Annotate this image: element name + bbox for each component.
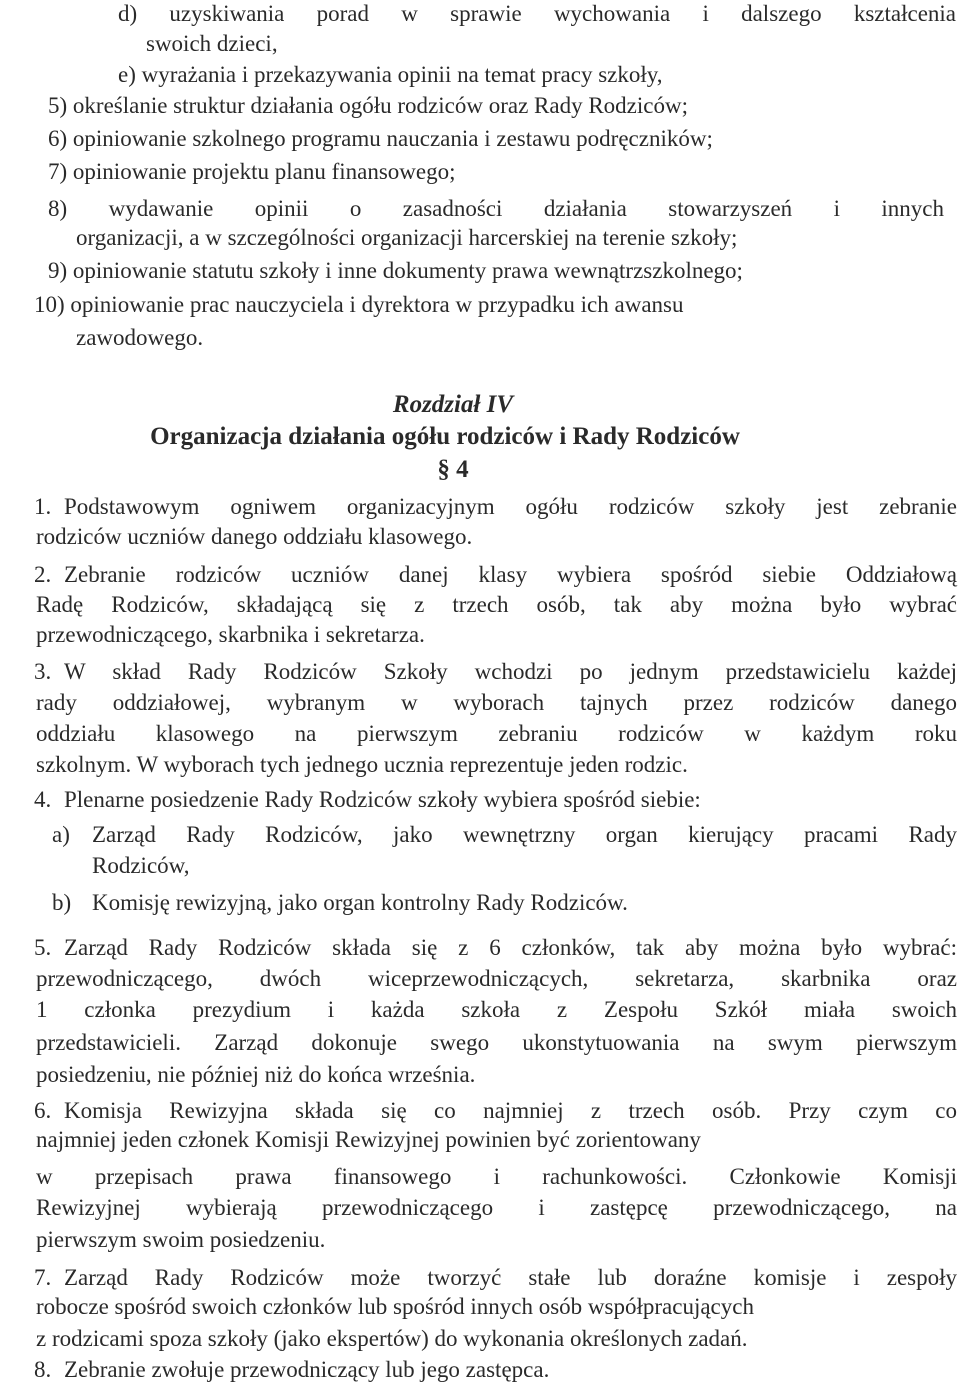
item-7-line-1: Zarząd Rady Rodziców może tworzyć stałe lub doraźne komisje i zespoły <box>64 1265 957 1290</box>
item-2-line-2: Radę Rodziców, składającą się z trzech osób, tak aby można było wybrać <box>36 592 957 617</box>
item-2-number: 2. <box>34 562 52 587</box>
item-6-line-5: pierwszym swoim posiedzeniu. <box>36 1227 326 1252</box>
intro-line-8-cont: organizacji, a w szczególności organizacji harcerskiej na terenie szkoły; <box>76 225 738 250</box>
item-6-line-3: w przepisach prawa finansowego i rachunkowości. Członkowie Komisji <box>36 1164 957 1189</box>
intro-line-d: d) uzyskiwania porad w sprawie wychowania i dalszego kształcenia <box>118 1 956 26</box>
item-6-line-2: najmniej jeden członek Komisji Rewizyjnej powinien być zorientowany <box>36 1127 701 1152</box>
item-1-line-2: rodziców uczniów danego oddziału klasowego. <box>36 524 473 549</box>
sub-item-a-line-2: Rodziców, <box>92 853 190 878</box>
item-5-line-1: Zarząd Rady Rodziców składa się z 6 członków, tak aby można było wybrać: <box>64 935 957 960</box>
chapter-title: Organizacja działania ogółu rodziców i Rady Rodziców <box>150 423 740 450</box>
item-5-line-3: 1 członka prezydium i każda szkoła z Zespołu Szkół miała swoich <box>36 997 957 1022</box>
item-1-line-1: Podstawowym ogniwem organizacyjnym ogółu rodziców szkoły jest zebranie <box>64 494 957 519</box>
intro-line-9: 9) opiniowanie statutu szkoły i inne dokumenty prawa wewnątrzszkolnego; <box>48 258 743 283</box>
intro-line-7: 7) opiniowanie projektu planu finansowego; <box>48 159 456 184</box>
sub-item-b-number: b) <box>52 890 72 915</box>
item-5-line-2: przewodniczącego, dwóch wiceprzewodniczących, sekretarza, skarbnika oraz <box>36 966 957 991</box>
item-4-number: 4. <box>34 787 52 812</box>
sub-item-a-line-1: Zarząd Rady Rodziców, jako wewnętrzny organ kierujący pracami Rady <box>92 822 957 847</box>
item-6-number: 6. <box>34 1098 52 1123</box>
item-8-number: 8. <box>34 1357 52 1382</box>
intro-line-5: 5) określanie struktur działania ogółu rodziców oraz Rady Rodziców; <box>48 93 688 118</box>
item-7-line-2: robocze spośród swoich członków lub spośród innych osób współpracujących <box>36 1294 754 1319</box>
item-5-line-4: przedstawicieli. Zarząd dokonuje swego ukonstytuowania na swym pierwszym <box>36 1030 957 1055</box>
item-6-line-4: Rewizyjnej wybierają przewodniczącego i zastępcę przewodniczącego, na <box>36 1195 957 1220</box>
item-3-line-4: szkolnym. W wyborach tych jednego ucznia reprezentuje jeden rodzic. <box>36 752 688 777</box>
intro-line-6: 6) opiniowanie szkolnego programu nauczania i zestawu podręczników; <box>48 126 713 151</box>
intro-line-e: e) wyrażania i przekazywania opinii na temat pracy szkoły, <box>118 62 663 87</box>
intro-line-8: 8) wydawanie opinii o zasadności działania stowarzyszeń i innych <box>48 196 944 221</box>
item-6-line-1: Komisja Rewizyjna składa się co najmniej z trzech osób. Przy czym co <box>64 1098 957 1123</box>
sub-item-a-number: a) <box>52 822 70 847</box>
item-5-number: 5. <box>34 935 52 960</box>
item-3-line-1: W skład Rady Rodziców Szkoły wchodzi po jednym przedstawicielu każdej <box>64 659 957 684</box>
section-number: § 4 <box>437 456 469 483</box>
item-3-line-3: oddziału klasowego na pierwszym zebraniu rodziców w każdym roku <box>36 721 957 746</box>
item-2-line-1: Zebranie rodziców uczniów danej klasy wybiera spośród siebie Oddziałową <box>64 562 957 587</box>
item-2-line-3: przewodniczącego, skarbnika i sekretarza. <box>36 622 425 647</box>
item-7-line-3: z rodzicami spoza szkoły (jako ekspertów) do wykonania określonych zadań. <box>36 1326 748 1351</box>
intro-line-10: 10) opiniowanie prac nauczyciela i dyrektora w przypadku ich awansu <box>34 292 684 317</box>
item-5-line-5: posiedzeniu, nie później niż do końca września. <box>36 1062 476 1087</box>
item-7-number: 7. <box>34 1265 52 1290</box>
intro-line-10-cont: zawodowego. <box>76 325 204 350</box>
chapter-number: Rozdział IV <box>392 391 514 418</box>
item-3-number: 3. <box>34 659 52 684</box>
sub-item-b-line-1: Komisję rewizyjną, jako organ kontrolny Rady Rodziców. <box>92 890 628 915</box>
item-4-line-1: Plenarne posiedzenie Rady Rodziców szkoły wybiera spośród siebie: <box>64 787 701 812</box>
item-1-number: 1. <box>34 494 52 519</box>
intro-line-d-cont: swoich dzieci, <box>146 31 278 56</box>
item-3-line-2: rady oddziałowej, wybranym w wyborach tajnych przez rodziców danego <box>36 690 957 715</box>
item-8-line-1: Zebranie zwołuje przewodniczący lub jego zastępca. <box>64 1357 550 1382</box>
